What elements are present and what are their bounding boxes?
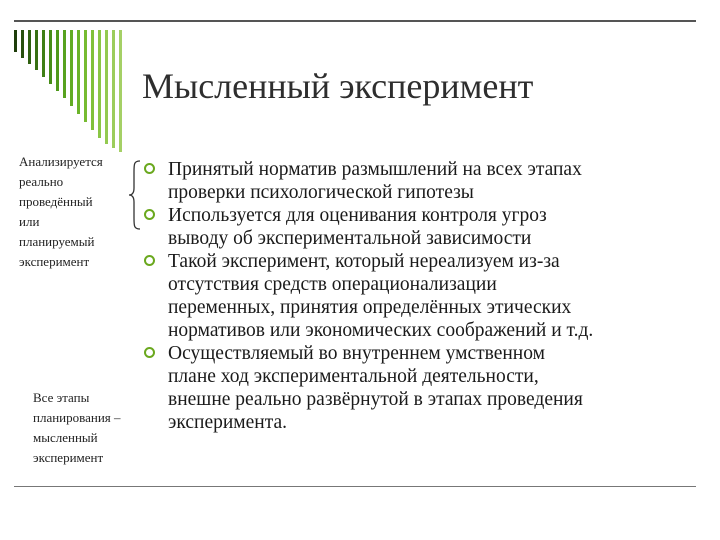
hollow-circle-bullet-icon [144,347,155,358]
bullet-item: Осуществляемый во внутреннем умственном плане ход экспериментальной деятельности, внешне реально развёрнутой в этапах проведения эксперимента. [144,342,704,434]
bullet-item: Такой эксперимент, который нереализуем из-за отсутствия средств операционализации переменных, принятия определённых этических нормативов или экономических соображений и т.д. [144,250,704,342]
hollow-circle-bullet-icon [144,255,155,266]
top-rule [14,20,696,22]
side-note-planning: Все этапы планирования – мысленный эксперимент [33,390,121,465]
vertical-stripes-decoration [14,30,126,152]
hollow-circle-bullet-icon [144,163,155,174]
curly-brace-icon [128,160,142,230]
side-note-analysis: Анализируется реально проведённый или планируемый эксперимент [19,154,103,269]
bullet-item: Используется для оценивания контроля угроз выводу об экспериментальной зависимости [144,204,704,250]
bullet-item: Принятый норматив размышлений на всех этапах проверки психологической гипотезы [144,158,704,204]
bottom-rule [14,486,696,487]
slide-title: Мысленный эксперимент [142,66,534,106]
bullet-list [144,158,704,434]
hollow-circle-bullet-icon [144,209,155,220]
